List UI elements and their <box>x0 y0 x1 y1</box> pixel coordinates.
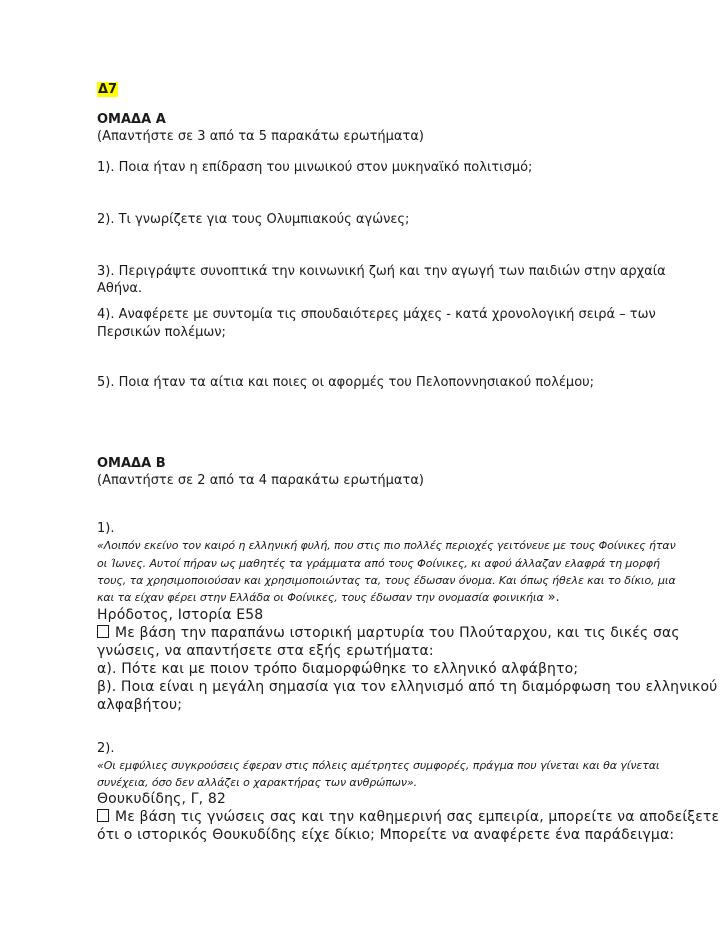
group-b-question-2-task-line-1 <box>97 808 719 826</box>
group-b-question-1-sub-b-line-1: β). Ποια είναι η μεγάλη σημασία για τον ελληνισμό από τη διαμόρφωση του ελληνικού <box>97 679 718 695</box>
quote-text: και τα είχαν φέρει στην Ελλάδα οι Φοίνικες, τους έδωσαν την ονομασία φοινικήια <box>97 591 544 604</box>
group-b-question-2-number: 2). <box>97 741 115 756</box>
group-b-question-1-quote-line-3: τους, τα χρησιμοποιούσαν και χρησιμοποιώντας τα, τους έδωσαν όνομα. Και όπως ήθελε και το δίκιο, μια <box>97 574 676 587</box>
group-b-question-2-quote-line-1: «Οι εμφύλιες συγκρούσεις έφεραν στις πόλεις αμέτρητες συμφορές, πράγμα που γίνεται και θα γίνεται <box>97 759 660 772</box>
group-a-question-4-line-1: 4). Αναφέρετε με συντομία τις σπουδαιότερες μάχες - κατά χρονολογική σειρά – των <box>97 307 656 322</box>
group-b-question-1-task-line-1 <box>97 624 680 642</box>
group-b-question-1-source: Ηρόδοτος, Ιστορία Ε58 <box>97 607 264 623</box>
task-text: Με βάση τις γνώσεις σας και την καθημερινή σας εμπειρία, μπορείτε να αποδείξετε <box>115 809 720 825</box>
checkbox-icon <box>97 809 109 822</box>
group-b-question-2-task-line-2: ότι ο ιστορικός Θουκυδίδης είχε δίκιο; Μπορείτε να αναφέρετε ένα παράδειγμα: <box>97 827 675 843</box>
group-b-question-1-task-line-2: γνώσεις, να απαντήσετε στα εξής ερωτήματα: <box>97 643 434 659</box>
group-a-question-4-line-2: Περσικών πολέμων; <box>97 325 226 340</box>
group-a-question-1: 1). Ποια ήταν η επίδραση του μινωικού στον μυκηναϊκό πολιτισμό; <box>97 160 533 175</box>
group-b-question-2-source: Θουκυδίδης, Γ, 82 <box>97 791 226 807</box>
group-b-question-1-quote-line-4 <box>97 588 560 607</box>
group-a-title: ΟΜΑΔΑ Α <box>97 112 166 127</box>
task-text: Με βάση την παραπάνω ιστορική μαρτυρία του Πλούταρχου, και τις δικές σας <box>115 625 680 641</box>
group-a-question-2: 2). Τι γνωρίζετε για τους Ολυμπιακούς αγώνες; <box>97 212 410 227</box>
group-a-instructions: (Απαντήστε σε 3 από τα 5 παρακάτω ερωτήματα) <box>97 129 424 144</box>
group-a-question-3-line-1: 3). Περιγράψτε συνοπτικά την κοινωνική ζωή και την αγωγή των παιδιών στην αρχαία <box>97 264 666 279</box>
quote-close: ». <box>543 590 560 605</box>
group-b-question-1-quote-line-2: οι Ίωνες. Αυτοί πήραν ως μαθητές τα γράμματα από τους Φοίνικες, κι αφού άλλαζαν ελαφρά τη μορφή <box>97 557 660 570</box>
checkbox-icon <box>97 625 109 638</box>
group-b-question-2-quote-line-2: συνέχεια, όσο δεν αλλάζει ο χαρακτήρας των ανθρώπων». <box>97 776 418 789</box>
group-b-question-1-quote-line-1: «Λοιπόν εκείνο τον καιρό η ελληνική φυλή, που στις πιο πολλές περιοχές γειτόνευε με τους Φοίνικες ήταν <box>97 539 676 552</box>
group-a-question-3-line-2: Αθήνα. <box>97 281 143 296</box>
group-b-question-1-sub-a: α). Πότε και με ποιον τρόπο διαμορφώθηκε το ελληνικό αλφάβητο; <box>97 661 579 677</box>
group-b-question-1-sub-b-line-2: αλφαβήτου; <box>97 697 183 713</box>
document-heading <box>97 81 118 99</box>
group-b-title: ΟΜΑΔΑ Β <box>97 456 166 471</box>
heading-highlight: Δ7 <box>98 82 118 97</box>
group-b-instructions: (Απαντήστε σε 2 από τα 4 παρακάτω ερωτήματα) <box>97 473 424 488</box>
group-b-question-1-number: 1). <box>97 521 115 536</box>
group-a-question-5: 5). Ποια ήταν τα αίτια και ποιες οι αφορμές του Πελοποννησιακού πολέμου; <box>97 375 595 390</box>
